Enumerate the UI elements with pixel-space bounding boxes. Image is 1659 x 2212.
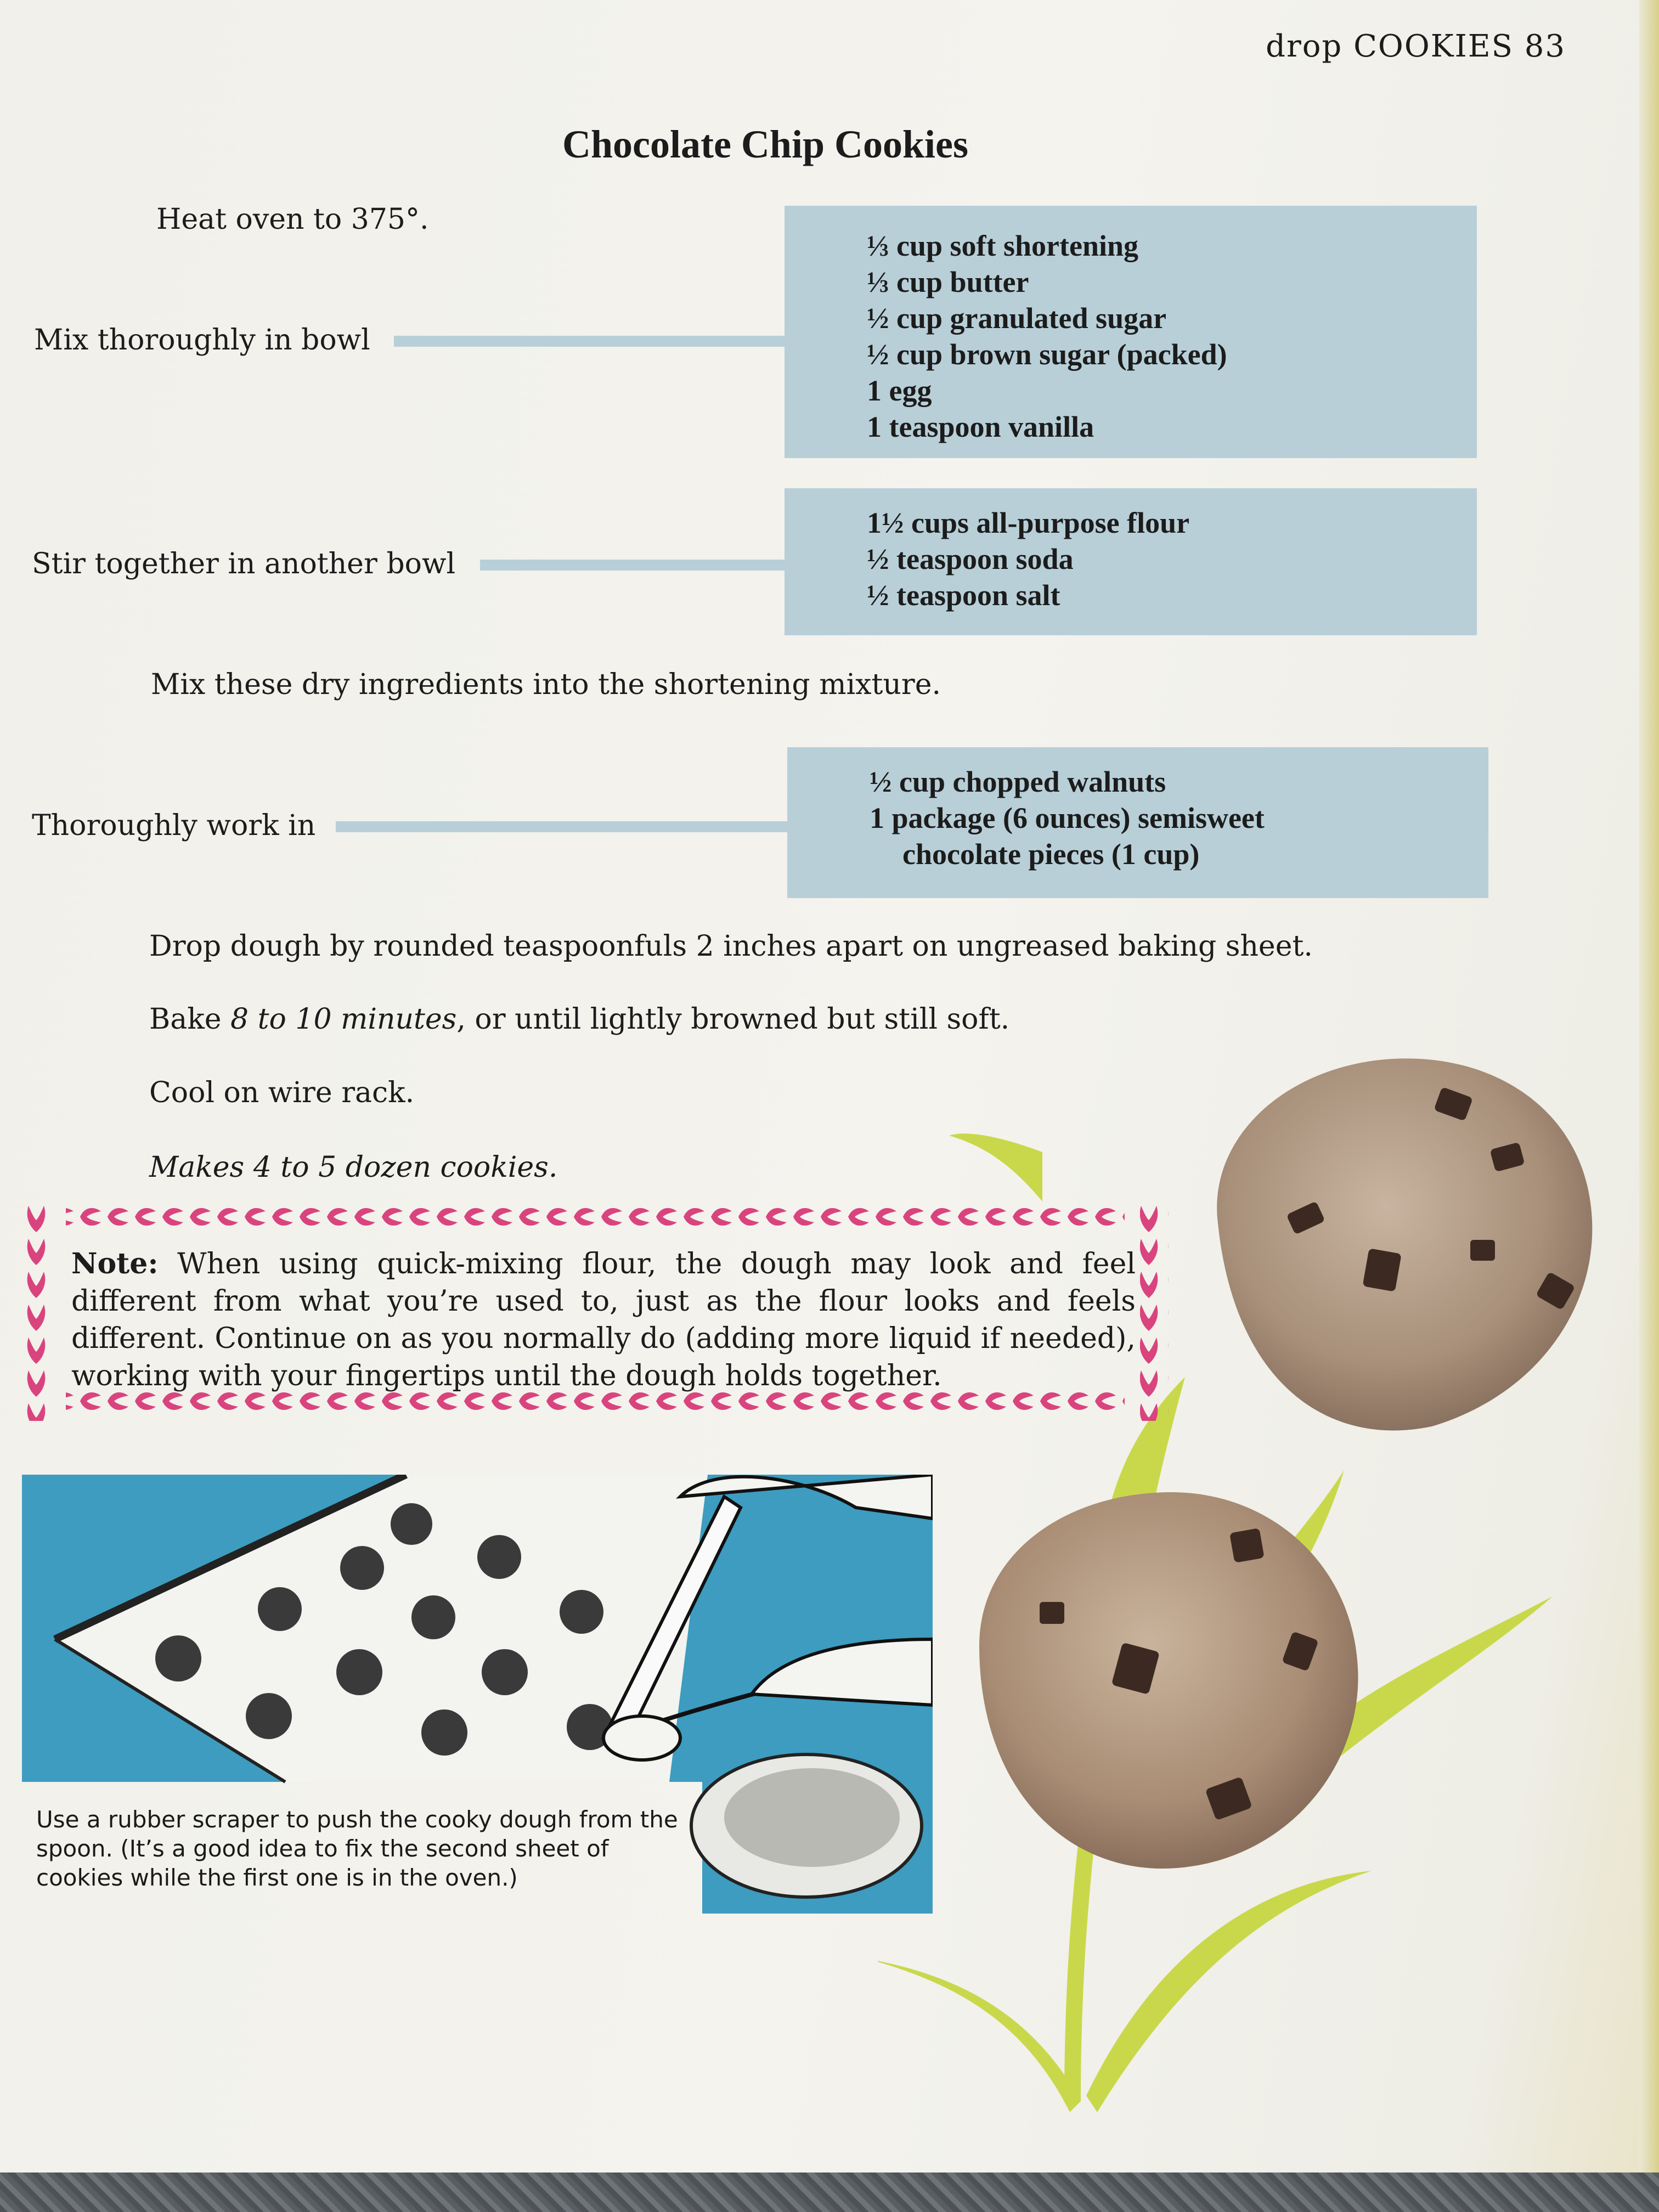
ingredient: ½ cup brown sugar (packed) — [867, 338, 1227, 371]
dough-ball — [411, 1595, 455, 1639]
ingredient: 1½ cups all-purpose flour — [867, 506, 1190, 539]
ingredient: ½ teaspoon salt — [867, 579, 1060, 612]
ingredient: ⅓ cup soft shortening — [867, 229, 1139, 262]
ingredient-box-2 — [785, 488, 1477, 635]
leaf — [949, 1133, 1042, 1201]
step-heat-oven: Heat oven to 375°. — [156, 203, 429, 236]
leaf — [1086, 1871, 1372, 2112]
ingredient: 1 teaspoon vanilla — [867, 410, 1094, 443]
ingredient: ⅓ cup butter — [867, 266, 1029, 298]
cookie-photo-bottom — [957, 1481, 1369, 1876]
cookie-photo-top — [1185, 1042, 1607, 1437]
recipe-title: Chocolate Chip Cookies — [562, 122, 969, 166]
dough-ball — [246, 1693, 292, 1739]
spoon — [603, 1716, 680, 1760]
chocolate-chip — [1363, 1248, 1402, 1291]
bake-suffix: , or until lightly browned but still soft. — [456, 1003, 1010, 1036]
ingredient-box-1 — [785, 206, 1477, 458]
chocolate-chip — [1229, 1528, 1265, 1563]
instruction-work-in: Thoroughly work in — [32, 809, 316, 842]
step-cool: Cool on wire rack. — [149, 1076, 415, 1109]
dough-ball — [336, 1649, 382, 1695]
dough-ball — [560, 1590, 603, 1634]
dough-ball — [155, 1635, 201, 1681]
dough-ball — [340, 1546, 384, 1590]
connector-line — [336, 821, 788, 832]
note-text — [71, 1245, 1136, 1395]
ingredient: chocolate pieces (1 cup) — [902, 838, 1200, 871]
step-mix-dry: Mix these dry ingredients into the shortening mixture. — [151, 668, 941, 701]
connector-line — [394, 336, 786, 347]
dough-ball — [258, 1587, 302, 1631]
ingredient: ½ cup chopped walnuts — [870, 765, 1166, 798]
ingredient-box-3 — [787, 747, 1488, 898]
step-bake — [149, 1003, 1009, 1036]
chocolate-chip — [1040, 1602, 1064, 1624]
dough-ball — [482, 1649, 528, 1695]
note-body: When using quick-mixing flour, the dough may look and feel different from what you’re used to, just as the flour looks and feels different. Continue on as you normally do (adding more liquid if needed), working with your fingertips until the dough holds together. — [71, 1248, 1136, 1392]
chocolate-chip — [1470, 1240, 1495, 1261]
bowl-dough — [724, 1768, 900, 1867]
ingredient: ½ teaspoon soda — [867, 543, 1074, 575]
cookie-shape — [1217, 1058, 1592, 1430]
running-head: drop COOKIES 83 — [1266, 29, 1566, 64]
step-drop-dough: Drop dough by rounded teaspoonfuls 2 inches apart on ungreased baking sheet. — [149, 930, 1313, 963]
note-label: Note: — [71, 1247, 159, 1280]
instruction-mix-bowl: Mix thoroughly in bowl — [34, 324, 370, 357]
dough-ball — [391, 1503, 432, 1545]
ingredient: 1 egg — [867, 374, 932, 407]
tablecloth — [0, 2172, 1659, 2212]
cookie-shape — [979, 1492, 1358, 1869]
recipe-yield — [149, 1151, 557, 1184]
dough-ball — [477, 1535, 521, 1579]
note-box — [22, 1201, 1169, 1421]
bake-time: 8 to 10 minutes — [230, 1003, 457, 1036]
ingredient: 1 package (6 ounces) semisweet — [870, 802, 1265, 834]
leaf — [878, 1959, 1081, 2112]
illustration-caption: Use a rubber scraper to push the cooky dough from the spoon. (It’s a good idea to fix the second sheet of cookies while the first one is in the oven.) — [36, 1806, 678, 1891]
ingredient: ½ cup granulated sugar — [867, 302, 1167, 335]
bake-prefix: Bake — [149, 1003, 231, 1036]
connector-line — [480, 560, 787, 571]
dough-ball — [421, 1709, 467, 1756]
yield-text: Makes 4 to 5 dozen cookies. — [149, 1151, 558, 1184]
instruction-stir-bowl: Stir together in another bowl — [32, 548, 456, 580]
